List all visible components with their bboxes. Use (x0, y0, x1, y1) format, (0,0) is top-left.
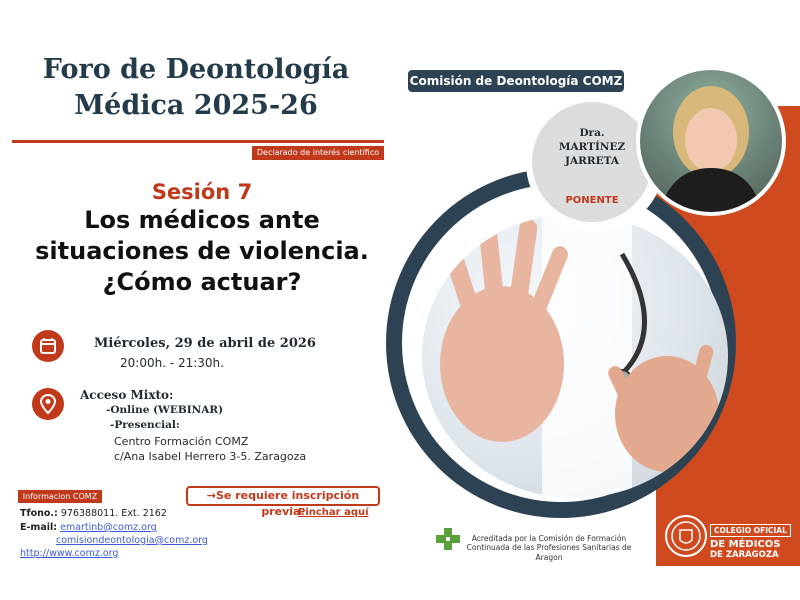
access-online: -Online (WEBINAR) (106, 404, 224, 416)
event-title-line2: Médica 2025-26 (74, 89, 318, 121)
event-title (0, 52, 392, 123)
inscription-button[interactable]: →Se requiere inscripción previa. (186, 486, 380, 506)
phone-number: 976388011. Ext. 2162 (60, 508, 167, 519)
speaker-name (532, 126, 652, 169)
session-label: Sesión 7 (151, 180, 253, 204)
topic-line2: situaciones de violencia. (35, 237, 369, 266)
location-pin-icon (32, 388, 64, 420)
event-date: Miércoles, 29 de abril de 2026 (94, 336, 316, 351)
email-label: E-mail: (20, 522, 58, 533)
interest-tag: Declarado de interés científico (252, 146, 384, 160)
email-link-2[interactable]: comisiondeontologia@comz.org (56, 535, 208, 546)
website-link[interactable]: http://www.comz.org (20, 548, 119, 559)
event-title-line1: Foro de Deontología (42, 54, 350, 85)
colegio-line1: COLEGIO OFICIAL (710, 524, 791, 537)
title-divider (12, 140, 384, 143)
calendar-icon (32, 330, 64, 362)
phone-label: Tfono.: (20, 508, 58, 519)
speaker-portrait (640, 70, 782, 212)
speaker-surname-2: JARRETA (565, 155, 619, 168)
speaker-title: Dra. (579, 127, 605, 139)
phone-line (20, 508, 167, 519)
register-link[interactable]: Pinchar aquí (298, 507, 369, 518)
topic-line1: Los médicos ante (84, 206, 320, 234)
accreditation-logo (436, 528, 460, 550)
session-topic (0, 205, 404, 299)
speaker-role: PONENTE (565, 195, 619, 206)
colegio-seal (664, 514, 708, 558)
colegio-line2: DE MÉDICOS (710, 539, 781, 550)
topic-line3: ¿Cómo actuar? (102, 268, 302, 297)
access-title: Acceso Mixto: (80, 388, 174, 402)
access-center: Centro Formación COMZ (114, 435, 249, 448)
access-presencial: -Presencial: (110, 419, 180, 431)
email-line (20, 522, 157, 533)
accreditation-text: Acreditada por la Comisión de Formación Continuada de las Profesiones Sanitarias de Aragon (466, 534, 632, 562)
colegio-line3: DE ZARAGOZA (710, 550, 779, 560)
doctor-hands-photo (422, 214, 728, 498)
access-address: c/Ana Isabel Herrero 3-5. Zaragoza (114, 450, 307, 463)
email-link-1[interactable]: emartinb@comz.org (60, 522, 157, 533)
commission-badge: Comisión de Deontología COMZ (408, 70, 624, 92)
colegio-logo (710, 518, 796, 558)
event-time: 20:00h. - 21:30h. (120, 356, 224, 370)
info-label: Informacion COMZ (18, 490, 102, 503)
speaker-surname-1: MARTÍNEZ (558, 141, 626, 154)
